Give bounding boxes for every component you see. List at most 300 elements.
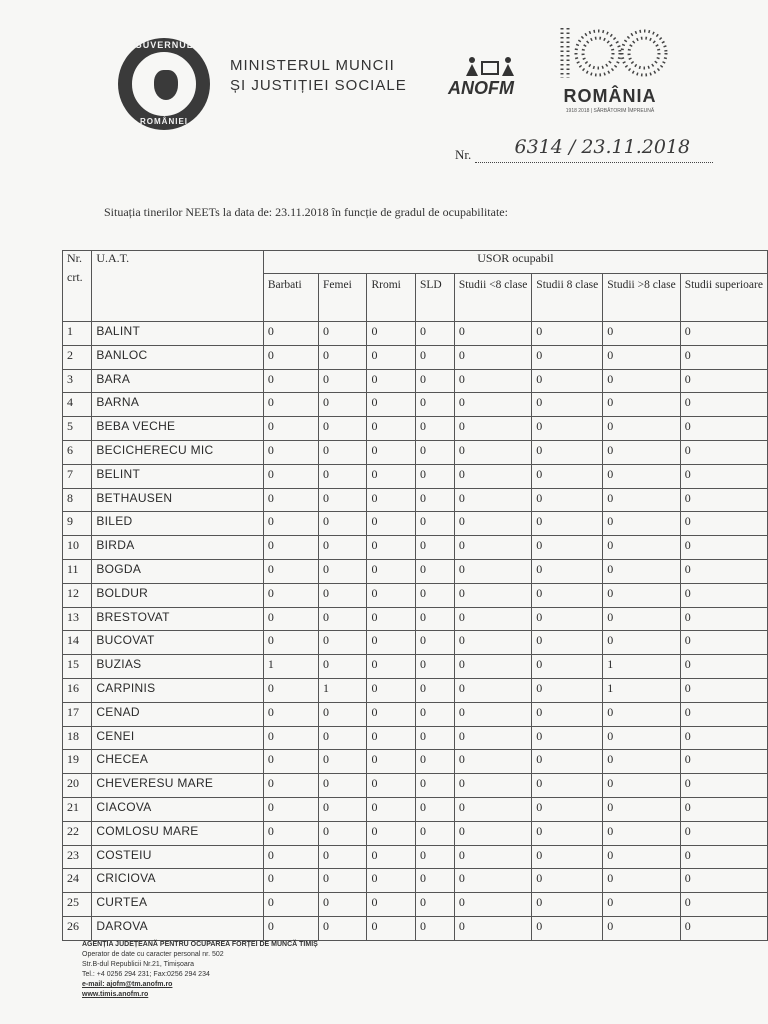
row-nr: 12 xyxy=(63,583,92,607)
subheader-cell: Studii >8 clase xyxy=(603,274,680,322)
row-value: 0 xyxy=(319,631,367,655)
row-uat: COMLOSU MARE xyxy=(92,821,263,845)
row-value: 0 xyxy=(367,726,416,750)
row-value: 0 xyxy=(416,440,455,464)
table-row xyxy=(63,536,768,560)
row-value: 0 xyxy=(454,322,531,346)
row-value: 0 xyxy=(319,916,367,940)
row-nr: 16 xyxy=(63,678,92,702)
row-value: 0 xyxy=(416,417,455,441)
footer-line1: AGENȚIA JUDEȚEANĂ PENTRU OCUPAREA FORȚEI DE MUNCĂ TIMIȘ xyxy=(82,941,318,948)
header-uat: U.A.T. xyxy=(92,251,263,322)
row-value: 0 xyxy=(603,440,680,464)
row-value: 0 xyxy=(603,322,680,346)
row-value: 0 xyxy=(454,893,531,917)
row-value: 0 xyxy=(603,869,680,893)
row-value: 0 xyxy=(416,893,455,917)
row-nr: 2 xyxy=(63,345,92,369)
table-row xyxy=(63,464,768,488)
row-value: 0 xyxy=(603,536,680,560)
row-value: 0 xyxy=(319,345,367,369)
row-value: 0 xyxy=(416,678,455,702)
row-uat: CENEI xyxy=(92,726,263,750)
nr-handwritten-value: 6314 / 23.11.2018 xyxy=(514,136,691,158)
romania-subtext: 1918 2018 | SĂRBĂTORIM ÎMPREUNĂ xyxy=(565,108,655,114)
row-value: 0 xyxy=(532,440,603,464)
row-value: 0 xyxy=(603,559,680,583)
table-row xyxy=(63,726,768,750)
footer-line4: Tel.: +4 0256 294 231; Fax:0256 294 234 xyxy=(82,971,210,978)
row-value: 0 xyxy=(532,655,603,679)
row-value: 0 xyxy=(319,797,367,821)
row-uat: BALINT xyxy=(92,322,263,346)
header-nr-line2: crt. xyxy=(67,270,83,284)
row-value: 0 xyxy=(263,607,318,631)
row-value: 0 xyxy=(603,607,680,631)
row-value: 0 xyxy=(532,583,603,607)
table-row xyxy=(63,417,768,441)
footer-line3: Str.B-dul Republicii Nr.21, Timișoara xyxy=(82,961,195,968)
row-value: 0 xyxy=(532,631,603,655)
header-nr xyxy=(63,251,92,322)
row-nr: 7 xyxy=(63,464,92,488)
neets-table xyxy=(62,250,768,941)
eagle-icon xyxy=(154,70,178,100)
row-uat: BRESTOVAT xyxy=(92,607,263,631)
row-value: 0 xyxy=(454,869,531,893)
row-value: 0 xyxy=(367,322,416,346)
row-value: 0 xyxy=(367,797,416,821)
anofm-text: ANOFM xyxy=(448,78,514,98)
row-value: 1 xyxy=(319,678,367,702)
row-nr: 5 xyxy=(63,417,92,441)
table-row xyxy=(63,655,768,679)
table-row xyxy=(63,869,768,893)
row-value: 0 xyxy=(680,488,767,512)
table-row xyxy=(63,702,768,726)
ministry-line1: MINISTERUL MUNCII xyxy=(230,57,395,74)
row-uat: CARPINIS xyxy=(92,678,263,702)
seal-inner xyxy=(130,50,198,118)
row-value: 0 xyxy=(367,464,416,488)
table-row xyxy=(63,607,768,631)
row-uat: BOGDA xyxy=(92,559,263,583)
row-value: 0 xyxy=(263,440,318,464)
row-value: 0 xyxy=(319,607,367,631)
table-row xyxy=(63,583,768,607)
row-value: 0 xyxy=(454,702,531,726)
row-value: 0 xyxy=(454,916,531,940)
row-value: 0 xyxy=(532,726,603,750)
row-uat: BUZIAS xyxy=(92,655,263,679)
row-value: 0 xyxy=(603,797,680,821)
row-nr: 22 xyxy=(63,821,92,845)
row-value: 0 xyxy=(263,821,318,845)
row-uat: CIACOVA xyxy=(92,797,263,821)
table-body xyxy=(63,322,768,941)
row-value: 0 xyxy=(454,488,531,512)
row-uat: CHECEA xyxy=(92,750,263,774)
row-value: 0 xyxy=(680,845,767,869)
row-value: 0 xyxy=(603,726,680,750)
row-value: 0 xyxy=(416,512,455,536)
row-nr: 1 xyxy=(63,322,92,346)
row-value: 0 xyxy=(680,440,767,464)
row-value: 0 xyxy=(319,440,367,464)
seal-text-bottom: ROMÂNIEI xyxy=(140,117,188,126)
row-value: 0 xyxy=(367,488,416,512)
row-nr: 10 xyxy=(63,536,92,560)
row-nr: 19 xyxy=(63,750,92,774)
row-value: 0 xyxy=(680,678,767,702)
row-value: 0 xyxy=(367,607,416,631)
header-nr-line1: Nr. xyxy=(67,251,82,265)
table-row xyxy=(63,393,768,417)
row-value: 0 xyxy=(532,345,603,369)
row-value: 0 xyxy=(603,583,680,607)
row-value: 0 xyxy=(532,488,603,512)
table-row xyxy=(63,369,768,393)
row-value: 0 xyxy=(454,583,531,607)
row-value: 0 xyxy=(532,893,603,917)
row-value: 0 xyxy=(454,393,531,417)
row-uat: CENAD xyxy=(92,702,263,726)
row-value: 0 xyxy=(263,322,318,346)
row-value: 1 xyxy=(263,655,318,679)
row-nr: 9 xyxy=(63,512,92,536)
row-value: 0 xyxy=(680,916,767,940)
row-value: 0 xyxy=(532,393,603,417)
row-value: 0 xyxy=(416,536,455,560)
row-value: 0 xyxy=(367,417,416,441)
table-row xyxy=(63,345,768,369)
row-value: 0 xyxy=(367,916,416,940)
row-value: 0 xyxy=(263,678,318,702)
row-value: 0 xyxy=(532,797,603,821)
row-uat: BEBA VECHE xyxy=(92,417,263,441)
row-value: 0 xyxy=(367,750,416,774)
people-icon xyxy=(462,56,518,76)
row-value: 0 xyxy=(680,702,767,726)
table-row xyxy=(63,488,768,512)
row-value: 0 xyxy=(454,774,531,798)
row-value: 0 xyxy=(263,916,318,940)
row-value: 0 xyxy=(532,512,603,536)
row-value: 0 xyxy=(532,417,603,441)
row-value: 0 xyxy=(532,750,603,774)
row-value: 0 xyxy=(319,559,367,583)
row-value: 0 xyxy=(532,869,603,893)
row-value: 0 xyxy=(416,750,455,774)
row-value: 0 xyxy=(532,322,603,346)
row-value: 0 xyxy=(416,726,455,750)
row-nr: 4 xyxy=(63,393,92,417)
row-value: 0 xyxy=(603,345,680,369)
subheader-cell: SLD xyxy=(416,274,455,322)
row-uat: BOLDUR xyxy=(92,583,263,607)
row-value: 0 xyxy=(319,536,367,560)
row-uat: CRICIOVA xyxy=(92,869,263,893)
row-value: 0 xyxy=(263,369,318,393)
row-value: 0 xyxy=(367,536,416,560)
row-uat: CURTEA xyxy=(92,893,263,917)
row-value: 0 xyxy=(532,702,603,726)
row-value: 0 xyxy=(319,726,367,750)
table-row xyxy=(63,322,768,346)
row-value: 0 xyxy=(454,726,531,750)
row-uat: BUCOVAT xyxy=(92,631,263,655)
footer-line2: Operator de date cu caracter personal nr. 502 xyxy=(82,951,224,958)
row-value: 0 xyxy=(319,893,367,917)
row-value: 0 xyxy=(532,916,603,940)
row-value: 0 xyxy=(603,369,680,393)
row-value: 0 xyxy=(454,536,531,560)
row-value: 0 xyxy=(680,869,767,893)
row-value: 0 xyxy=(416,345,455,369)
row-nr: 20 xyxy=(63,774,92,798)
subheader-cell: Studii 8 clase xyxy=(532,274,603,322)
row-value: 0 xyxy=(603,893,680,917)
table-row xyxy=(63,797,768,821)
row-value: 0 xyxy=(319,655,367,679)
row-value: 0 xyxy=(603,393,680,417)
row-value: 0 xyxy=(367,512,416,536)
row-value: 0 xyxy=(263,464,318,488)
row-value: 0 xyxy=(454,631,531,655)
row-value: 0 xyxy=(603,821,680,845)
row-value: 0 xyxy=(319,702,367,726)
row-uat: BARNA xyxy=(92,393,263,417)
row-value: 0 xyxy=(603,512,680,536)
row-value: 0 xyxy=(680,631,767,655)
row-value: 0 xyxy=(680,607,767,631)
ministry-line2: ȘI JUSTIȚIEI SOCIALE xyxy=(230,77,407,94)
row-value: 0 xyxy=(416,464,455,488)
row-uat: BECICHERECU MIC xyxy=(92,440,263,464)
row-value: 0 xyxy=(680,322,767,346)
table-row xyxy=(63,821,768,845)
header-group-usor-ocupabil: USOR ocupabil xyxy=(263,251,767,274)
row-value: 0 xyxy=(416,845,455,869)
row-value: 0 xyxy=(454,797,531,821)
row-nr: 23 xyxy=(63,845,92,869)
row-value: 0 xyxy=(319,417,367,441)
row-value: 0 xyxy=(532,536,603,560)
row-nr: 8 xyxy=(63,488,92,512)
row-value: 0 xyxy=(680,750,767,774)
table-row xyxy=(63,440,768,464)
row-value: 0 xyxy=(319,488,367,512)
row-value: 0 xyxy=(367,893,416,917)
row-value: 0 xyxy=(454,750,531,774)
row-value: 0 xyxy=(319,512,367,536)
row-nr: 13 xyxy=(63,607,92,631)
row-value: 0 xyxy=(263,559,318,583)
registration-number xyxy=(455,136,713,163)
row-value: 0 xyxy=(319,322,367,346)
row-value: 0 xyxy=(416,322,455,346)
row-value: 0 xyxy=(454,440,531,464)
row-value: 0 xyxy=(319,845,367,869)
row-value: 0 xyxy=(454,607,531,631)
row-value: 0 xyxy=(263,774,318,798)
row-value: 0 xyxy=(319,583,367,607)
row-value: 0 xyxy=(367,774,416,798)
row-value: 0 xyxy=(532,559,603,583)
row-value: 0 xyxy=(416,393,455,417)
row-value: 0 xyxy=(680,774,767,798)
row-uat: BARA xyxy=(92,369,263,393)
row-nr: 25 xyxy=(63,893,92,917)
table-row xyxy=(63,512,768,536)
row-uat: DAROVA xyxy=(92,916,263,940)
row-value: 0 xyxy=(416,869,455,893)
row-value: 0 xyxy=(603,464,680,488)
row-uat: BELINT xyxy=(92,464,263,488)
table-row xyxy=(63,631,768,655)
row-value: 0 xyxy=(263,797,318,821)
table-row xyxy=(63,893,768,917)
row-value: 0 xyxy=(367,655,416,679)
row-value: 0 xyxy=(680,536,767,560)
anofm-logo xyxy=(448,56,538,102)
row-value: 0 xyxy=(416,916,455,940)
row-uat: COSTEIU xyxy=(92,845,263,869)
table-row xyxy=(63,559,768,583)
row-value: 0 xyxy=(263,417,318,441)
row-value: 0 xyxy=(319,821,367,845)
header-row-1 xyxy=(63,251,768,274)
row-value: 0 xyxy=(416,821,455,845)
row-value: 0 xyxy=(454,845,531,869)
government-seal-logo xyxy=(118,38,210,130)
row-value: 0 xyxy=(532,678,603,702)
row-uat: BIRDA xyxy=(92,536,263,560)
row-value: 0 xyxy=(263,393,318,417)
row-nr: 24 xyxy=(63,869,92,893)
subheader-cell: Femei xyxy=(319,274,367,322)
row-nr: 18 xyxy=(63,726,92,750)
row-uat: BILED xyxy=(92,512,263,536)
row-value: 0 xyxy=(680,655,767,679)
row-value: 0 xyxy=(367,821,416,845)
table-row xyxy=(63,845,768,869)
row-value: 0 xyxy=(263,750,318,774)
row-nr: 26 xyxy=(63,916,92,940)
row-value: 0 xyxy=(319,750,367,774)
row-value: 0 xyxy=(454,345,531,369)
row-value: 0 xyxy=(416,488,455,512)
row-value: 0 xyxy=(603,845,680,869)
row-value: 0 xyxy=(416,631,455,655)
row-value: 0 xyxy=(603,750,680,774)
row-value: 0 xyxy=(263,702,318,726)
row-value: 0 xyxy=(367,559,416,583)
row-nr: 6 xyxy=(63,440,92,464)
row-value: 0 xyxy=(416,559,455,583)
row-value: 0 xyxy=(263,488,318,512)
table-row xyxy=(63,774,768,798)
row-value: 0 xyxy=(680,726,767,750)
romania-text: ROMÂNIA xyxy=(563,86,657,106)
row-value: 0 xyxy=(603,417,680,441)
row-value: 0 xyxy=(367,678,416,702)
footer-line5: e-mail: ajofm@tm.anofm.ro xyxy=(82,981,173,988)
row-value: 0 xyxy=(532,369,603,393)
row-value: 0 xyxy=(416,702,455,726)
romania-100-logo xyxy=(552,24,668,116)
row-value: 0 xyxy=(416,369,455,393)
row-value: 0 xyxy=(319,369,367,393)
row-value: 0 xyxy=(367,440,416,464)
row-value: 0 xyxy=(680,797,767,821)
row-value: 0 xyxy=(532,821,603,845)
table-row xyxy=(63,750,768,774)
row-value: 0 xyxy=(416,655,455,679)
row-value: 0 xyxy=(416,583,455,607)
row-value: 0 xyxy=(416,607,455,631)
row-value: 0 xyxy=(603,488,680,512)
row-value: 0 xyxy=(367,393,416,417)
row-value: 0 xyxy=(680,512,767,536)
centenary-100-icon xyxy=(552,24,668,82)
subheader-cell: Studii <8 clase xyxy=(454,274,531,322)
row-value: 0 xyxy=(603,774,680,798)
row-value: 0 xyxy=(367,631,416,655)
row-nr: 17 xyxy=(63,702,92,726)
table-row xyxy=(63,678,768,702)
row-nr: 21 xyxy=(63,797,92,821)
row-value: 0 xyxy=(367,345,416,369)
row-uat: BETHAUSEN xyxy=(92,488,263,512)
row-value: 0 xyxy=(367,702,416,726)
row-value: 0 xyxy=(680,464,767,488)
row-value: 1 xyxy=(603,678,680,702)
row-value: 0 xyxy=(367,845,416,869)
row-value: 0 xyxy=(454,559,531,583)
row-value: 0 xyxy=(367,583,416,607)
nr-dotted-line xyxy=(475,136,713,163)
row-value: 0 xyxy=(532,607,603,631)
row-value: 0 xyxy=(263,536,318,560)
row-value: 0 xyxy=(680,369,767,393)
row-value: 0 xyxy=(603,702,680,726)
row-value: 0 xyxy=(367,369,416,393)
row-nr: 11 xyxy=(63,559,92,583)
row-value: 0 xyxy=(680,821,767,845)
row-value: 0 xyxy=(263,631,318,655)
row-value: 0 xyxy=(263,583,318,607)
row-value: 0 xyxy=(680,583,767,607)
nr-label: Nr. xyxy=(455,147,472,162)
table-row xyxy=(63,916,768,940)
row-value: 0 xyxy=(603,631,680,655)
row-value: 0 xyxy=(416,774,455,798)
row-value: 0 xyxy=(367,869,416,893)
row-value: 0 xyxy=(263,345,318,369)
row-value: 0 xyxy=(263,869,318,893)
row-nr: 15 xyxy=(63,655,92,679)
subheader-cell: Rromi xyxy=(367,274,416,322)
row-value: 0 xyxy=(454,369,531,393)
row-value: 0 xyxy=(454,417,531,441)
row-value: 0 xyxy=(454,678,531,702)
row-value: 0 xyxy=(680,893,767,917)
row-nr: 3 xyxy=(63,369,92,393)
footer xyxy=(82,940,318,1000)
row-nr: 14 xyxy=(63,631,92,655)
subheader-cell: Studii superioare xyxy=(680,274,767,322)
